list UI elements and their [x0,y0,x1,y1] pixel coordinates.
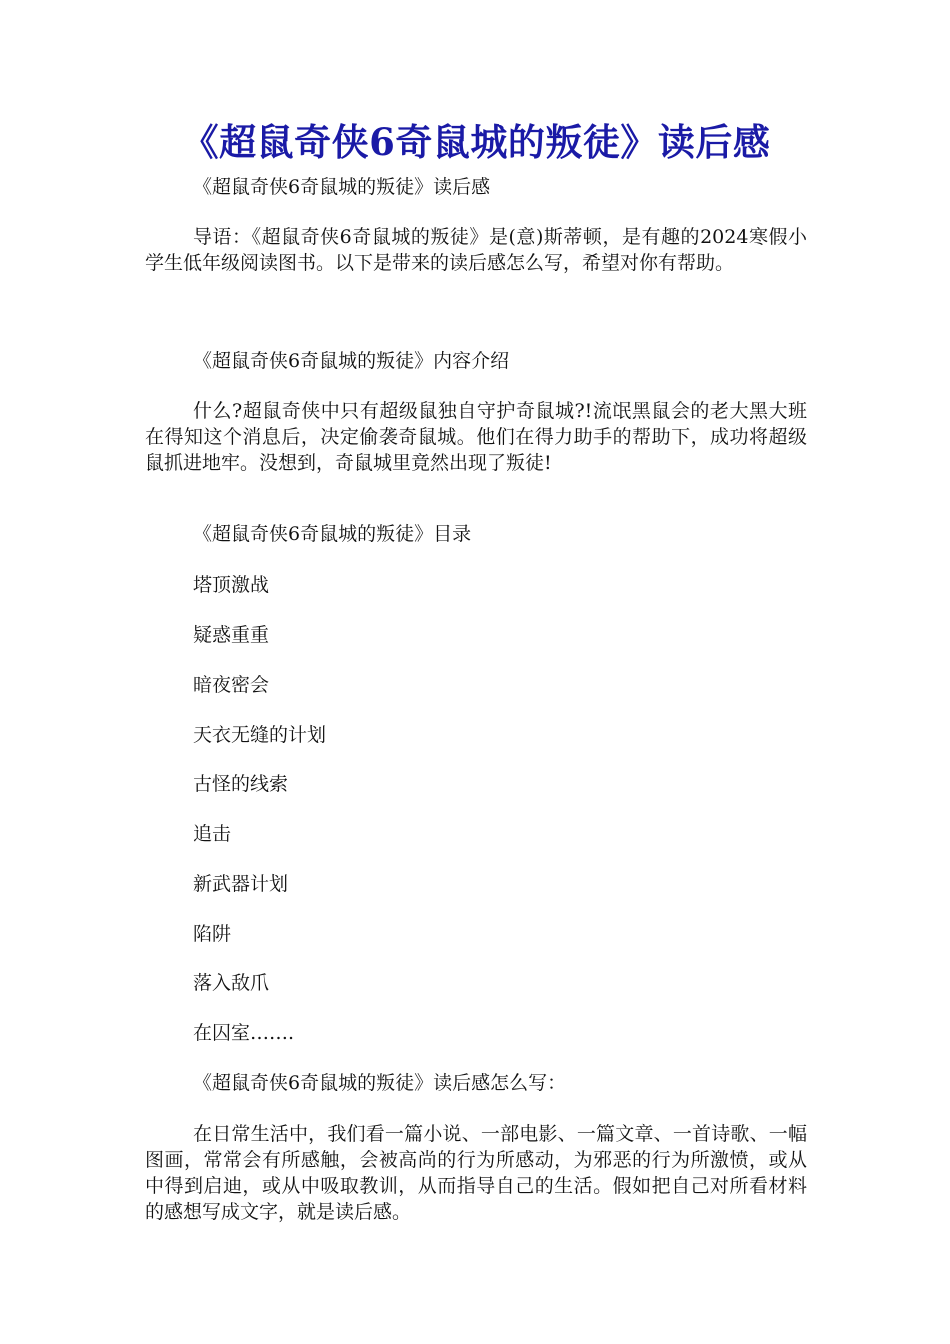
toc-item: 落入敌爪 [193,972,270,994]
toc-item: 天衣无缝的计划 [193,724,327,746]
toc-heading: 《超鼠奇侠6奇鼠城的叛徒》目录 [193,523,472,545]
toc-item: 古怪的线索 [193,773,289,795]
toc-item: 塔顶激战 [193,574,270,596]
toc-item: 在囚室……. [193,1022,295,1044]
toc-item: 追击 [193,823,232,845]
document-subtitle: 《超鼠奇侠6奇鼠城的叛徒》读后感 [193,176,491,198]
toc-item: 陷阱 [193,923,232,945]
content-heading: 《超鼠奇侠6奇鼠城的叛徒》内容介绍 [193,350,510,372]
content-paragraph: 什么?超鼠奇侠中只有超级鼠独自守护奇鼠城?!流氓黑鼠会的老大黑大班在得知这个消息后，决定偷袭奇鼠城。他们在得力助手的帮助下，成功将超级鼠抓进地牢。没想到，奇鼠城里竟然出现了叛徒! [145,400,807,474]
review-heading: 《超鼠奇侠6奇鼠城的叛徒》读后感怎么写： [193,1072,567,1094]
toc-item: 新武器计划 [193,873,289,895]
toc-item: 暗夜密会 [193,674,270,696]
document-title: 《超鼠奇侠6奇鼠城的叛徒》读后感 [181,120,771,164]
toc-item: 疑惑重重 [193,624,270,646]
review-paragraph: 在日常生活中，我们看一篇小说、一部电影、一篇文章、一首诗歌、一幅图画，常常会有所感触，会被高尚的行为所感动，为邪恶的行为所激愤，或从中得到启迪，或从中吸取教训，从而指导自己的生活。假如把自己对所看材料的感想写成文字，就是读后感。 [145,1123,807,1223]
intro-paragraph: 导语：《超鼠奇侠6奇鼠城的叛徒》是(意)斯蒂顿，是有趣的2024寒假小学生低年级阅读图书。以下是带来的读后感怎么写，希望对你有帮助。 [145,226,807,274]
